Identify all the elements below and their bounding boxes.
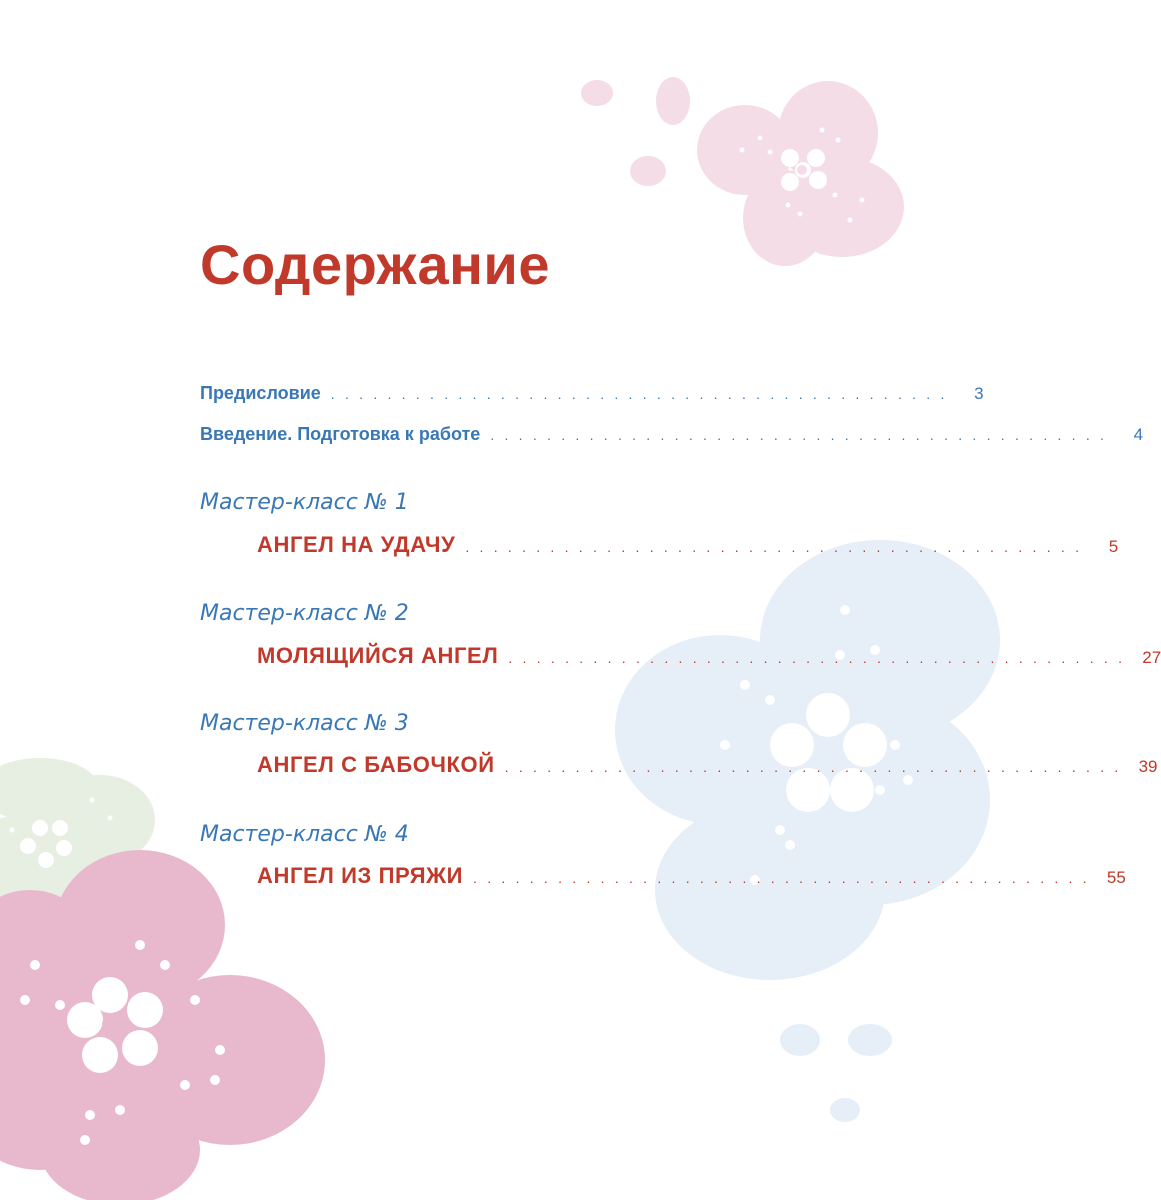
toc-entry-label: АНГЕЛ С БАБОЧКОЙ	[257, 752, 495, 777]
toc-leader-dots: . . . . . . . . . . . . . . . . . . . . . . . . . . . . . . . . . . . . . . . . . . . .	[490, 427, 1108, 443]
toc-leader-dots: . . . . . . . . . . . . . . . . . . . . . . . . . . . . . . . . . . . . . . . . . . . .	[508, 650, 1126, 666]
toc-leader-dots: . . . . . . . . . . . . . . . . . . . . . . . . . . . . . . . . . . . . . . . . . . . .	[504, 759, 1122, 775]
toc-page-number: 39	[1138, 757, 1158, 776]
toc-entry-section-4[interactable]	[257, 863, 1126, 889]
flower-pink-top-right	[581, 77, 904, 266]
toc-entry-section-3[interactable]	[257, 752, 1158, 778]
section-caption-2: Мастер-класс № 2	[200, 601, 409, 626]
flower-blue-right	[615, 540, 1000, 1122]
toc-leader-dots: . . . . . . . . . . . . . . . . . . . . . . . . . . . . . . . . . . . . . . . . . . . .	[473, 870, 1090, 886]
toc-entry-label: Введение. Подготовка к работе	[200, 424, 481, 444]
section-caption-3: Мастер-класс № 3	[200, 711, 409, 736]
toc-leader-dots: . . . . . . . . . . . . . . . . . . . . . . . . . . . . . . . . . . . . . . . . . . . .	[465, 539, 1083, 555]
toc-leader-dots: . . . . . . . . . . . . . . . . . . . . . . . . . . . . . . . . . . . . . . . . . . . .	[330, 386, 948, 402]
toc-page-number: 27	[1142, 648, 1161, 667]
section-caption-1: Мастер-класс № 1	[200, 490, 409, 515]
flower-pink-bottom-left	[0, 850, 325, 1200]
toc-entry-introduction[interactable]	[200, 424, 1144, 445]
toc-page-number: 3	[974, 384, 984, 403]
toc-page-number: 55	[1106, 868, 1126, 887]
section-caption-4: Мастер-класс № 4	[200, 822, 409, 847]
toc-entry-label: МОЛЯЩИЙСЯ АНГЕЛ	[257, 643, 499, 668]
toc-entry-preface[interactable]	[200, 383, 984, 404]
toc-entry-label: Предисловие	[200, 383, 321, 403]
page-title: Содержание	[200, 233, 550, 296]
toc-entry-section-2[interactable]	[257, 643, 1161, 669]
toc-entry-section-1[interactable]	[257, 532, 1119, 558]
toc-entry-label: АНГЕЛ ИЗ ПРЯЖИ	[257, 863, 464, 888]
toc-page-number: 4	[1133, 425, 1144, 444]
toc-entry-label: АНГЕЛ НА УДАЧУ	[257, 532, 456, 557]
toc-page-number: 5	[1108, 537, 1119, 556]
